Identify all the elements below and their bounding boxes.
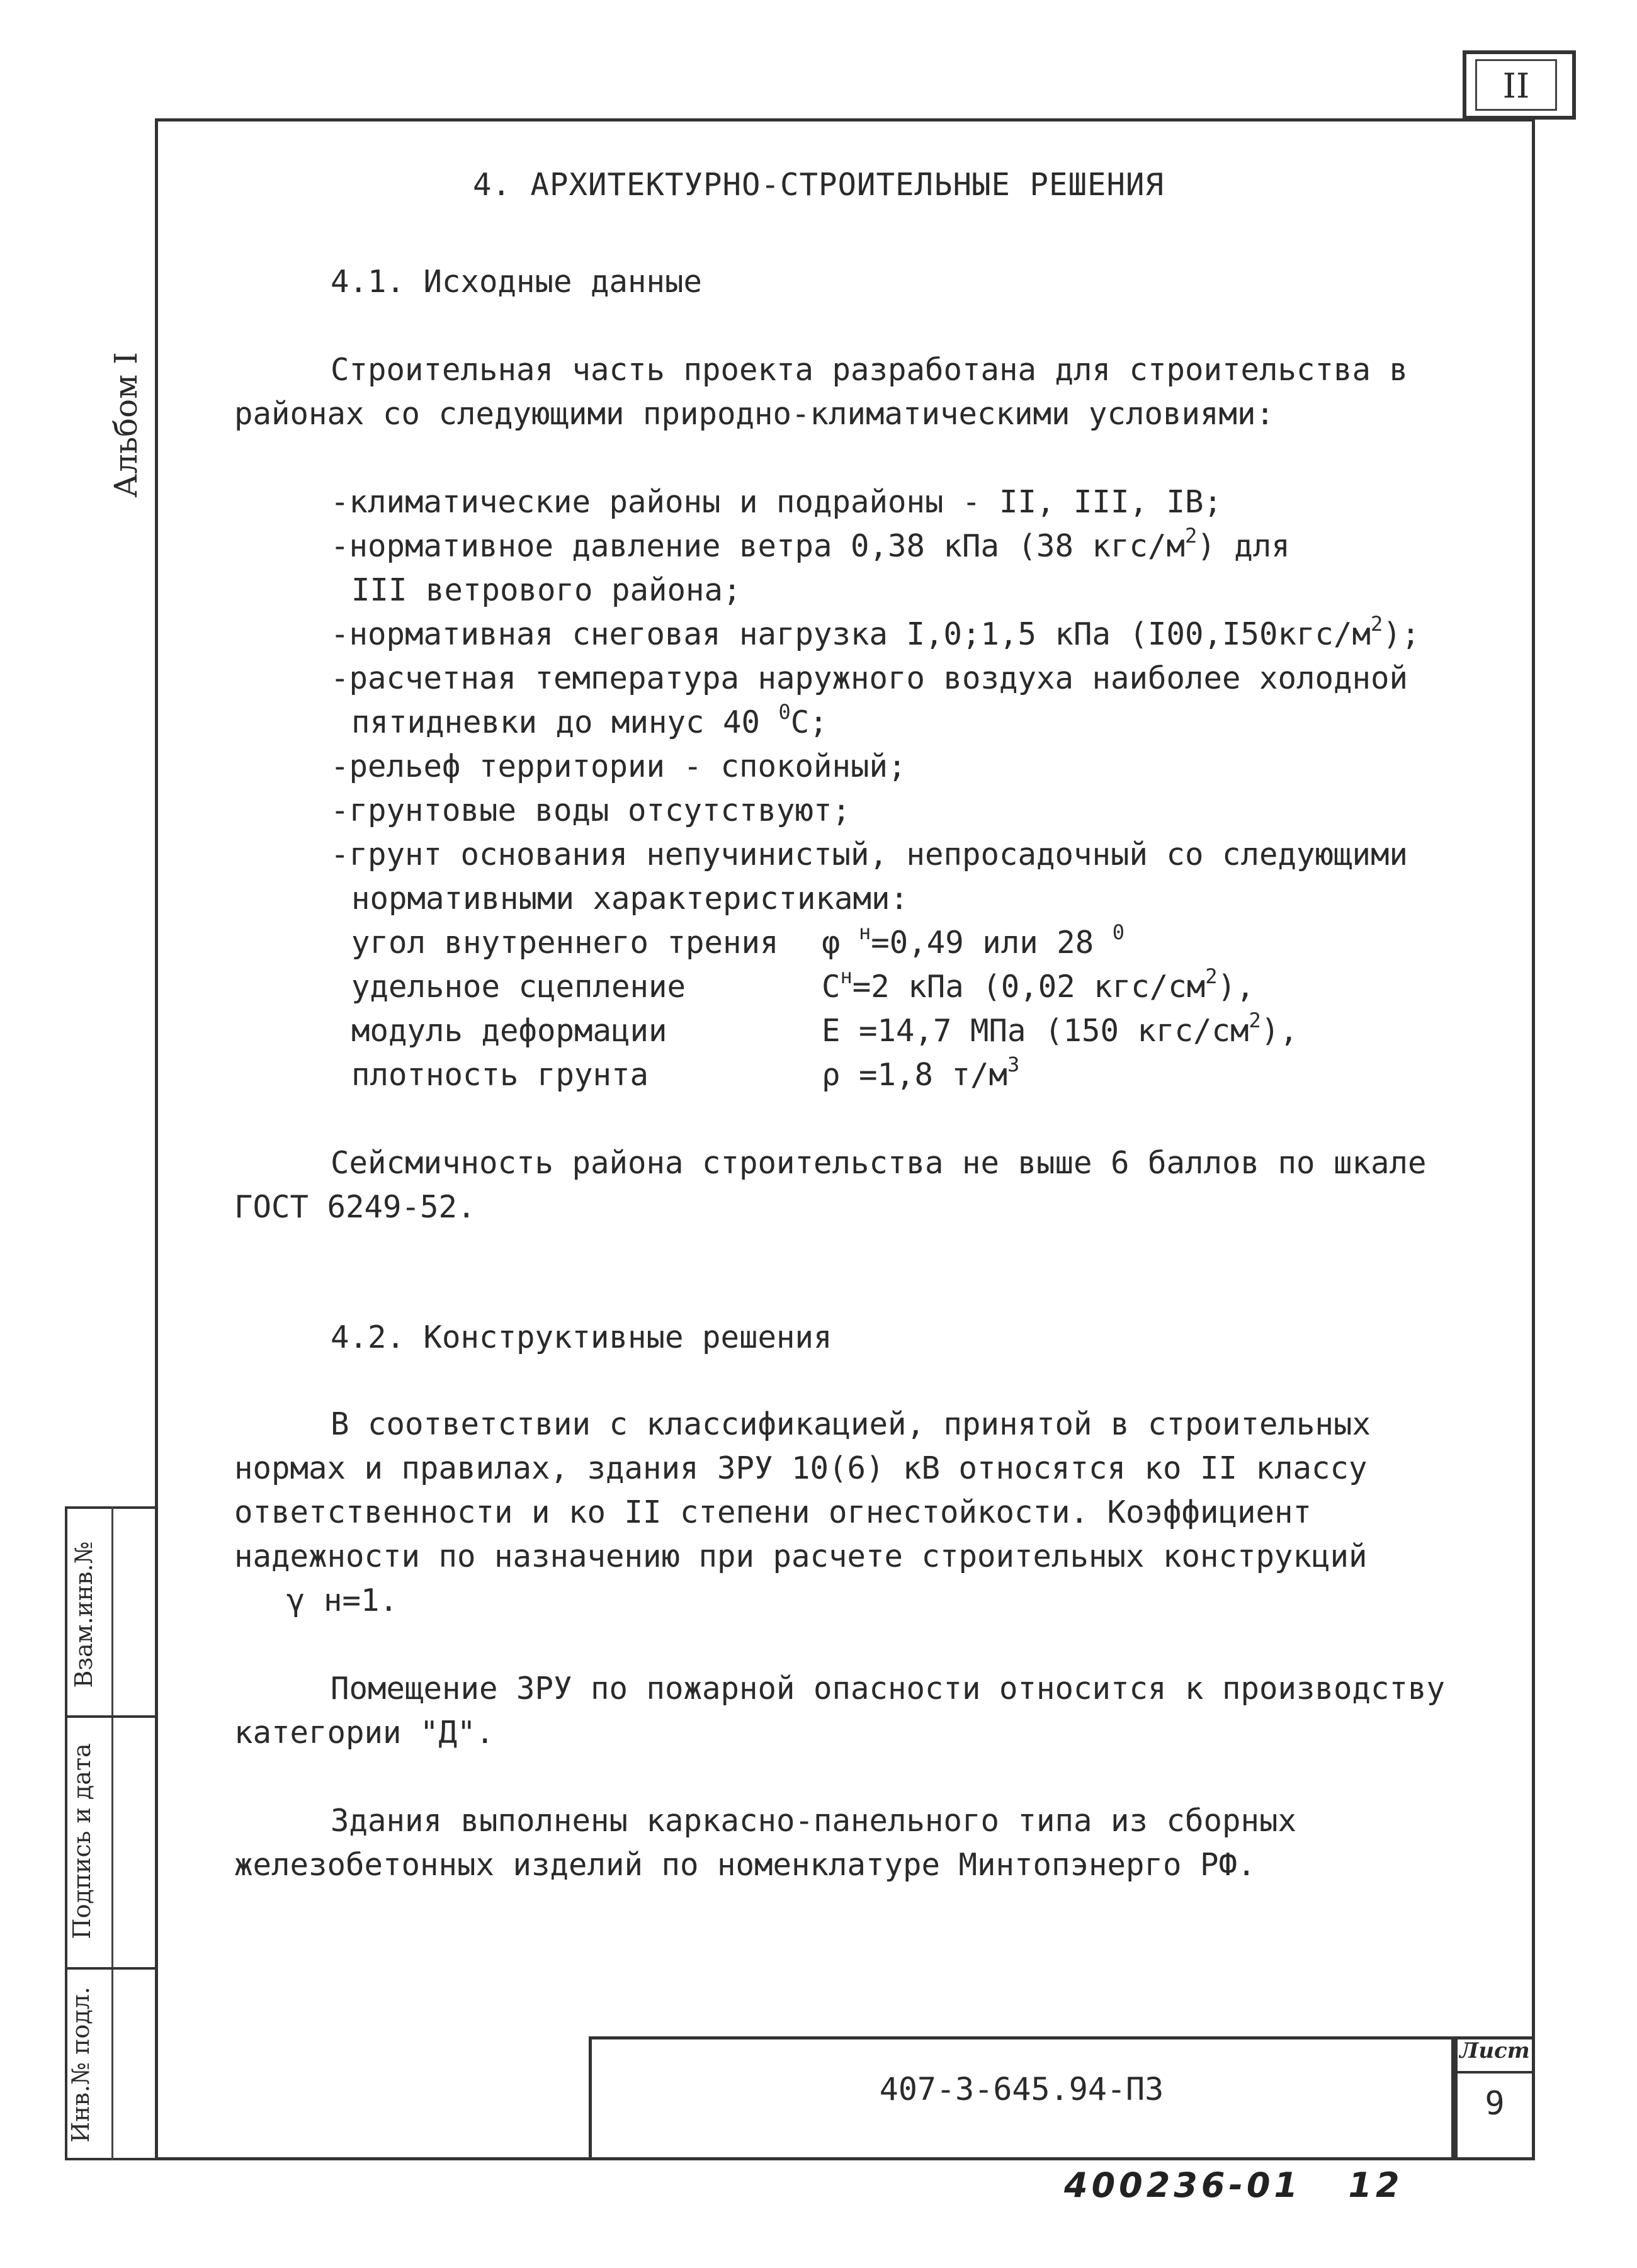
soil-param-name: плотность грунта	[351, 1057, 649, 1093]
list-item-continuation: нормативными характеристиками:	[351, 881, 909, 917]
list-item-continuation: III ветрового района;	[351, 572, 742, 608]
list-item: -климатические районы и подрайоны - II, III, IВ;	[331, 484, 1223, 520]
corner-number: II	[1475, 59, 1557, 111]
sheet-box-divider	[1454, 2071, 1535, 2073]
soil-param-value: ρ =1,8 $т/м^3$	[822, 1052, 1020, 1093]
page-title: 4. АРХИТЕКТУРНО-СТРОИТЕЛЬНЫЕ РЕШЕНИЯ	[472, 167, 1165, 203]
paragraph-line: категории "Д".	[234, 1715, 495, 1751]
album-label: Альбом I	[108, 352, 144, 498]
section-heading: 4.2. Конструктивные решения	[331, 1319, 832, 1355]
side-stamp-divider	[111, 1506, 113, 2160]
paragraph-line: В соответствии с классификацией, принятой в строительных	[331, 1406, 1371, 1442]
paragraph-line: нормах и правилах, здания ЗРУ 10(6) кВ относятся ко II классу	[234, 1450, 1368, 1486]
soil-param-name: удельное сцепление	[351, 969, 686, 1005]
paragraph-line: Помещение ЗРУ по пожарной опасности относится к производству	[331, 1671, 1446, 1707]
side-stamp-replace-label: Взам.инв.№	[70, 1541, 98, 1688]
side-stamp-row-divider	[65, 1715, 155, 1718]
soil-param-value: φ $^н$=0,49 или 28 $^0$	[822, 920, 1125, 961]
soil-param-value: Е =14,7 МПа (150 кгс/$см^2$),	[822, 1008, 1298, 1049]
list-item-continuation: пятидневки до минус 40 $^0$С;	[351, 700, 828, 740]
document-code: 407-3-645.94-ПЗ	[879, 2071, 1164, 2107]
sheet-label: Лист	[1459, 2038, 1530, 2063]
paragraph-line: Строительная часть проекта разработана для строительства в	[331, 352, 1408, 388]
list-item: -грунт основания непучинистый, непросадочный со следующими	[331, 837, 1408, 872]
paragraph-line: Сейсмичность района строительства не выше 6 баллов по шкале	[331, 1145, 1427, 1181]
section-heading: 4.1. Исходные данные	[331, 264, 703, 300]
soil-param-name: угол внутреннего трения	[351, 925, 779, 961]
paragraph-line: железобетонных изделий по номенклатуре Минтопэнерго РФ.	[234, 1847, 1256, 1883]
handwritten-note: 400236-01 12	[1064, 2165, 1403, 2205]
side-stamp-row-divider	[65, 1967, 155, 1970]
list-item: -рельеф территории - спокойный;	[331, 748, 907, 784]
list-item: -нормативная снеговая нагрузка I,0;1,5 кПа $(I00,I50кгс/м^2)$;	[331, 612, 1420, 652]
soil-param-name: модуль деформации	[351, 1013, 667, 1049]
sheet-number: 9	[1485, 2085, 1505, 2123]
list-item: -нормативное давление ветра 0,38 кПа (38 кгс/$м^2$) для	[331, 524, 1290, 564]
paragraph-line: районах со следующими природно-климатическими условиями:	[234, 396, 1275, 432]
side-stamp-sign-label: Подпись и дата	[68, 1743, 96, 1939]
paragraph-line: Здания выполнены каркасно-панельного типа из сборных	[331, 1803, 1297, 1839]
paragraph-line: надежности по назначению при расчете строительных конструкций	[234, 1538, 1368, 1574]
soil-param-value: $С^н=2$ кПа (0,02 кгс/$см^2$),	[822, 964, 1255, 1005]
paragraph-line: ГОСТ 6249-52.	[234, 1189, 476, 1225]
list-item: -грунтовые воды отсутствуют;	[331, 793, 851, 828]
list-item: -расчетная температура наружного воздуха наиболее холодной	[331, 660, 1408, 696]
gamma-formula: γ н=1.	[286, 1583, 399, 1618]
side-stamp-inv-label: Инв.№ подл.	[67, 1987, 94, 2143]
paragraph-line: ответственности и ко II степени огнестойкости. Коэффициент	[234, 1494, 1312, 1530]
